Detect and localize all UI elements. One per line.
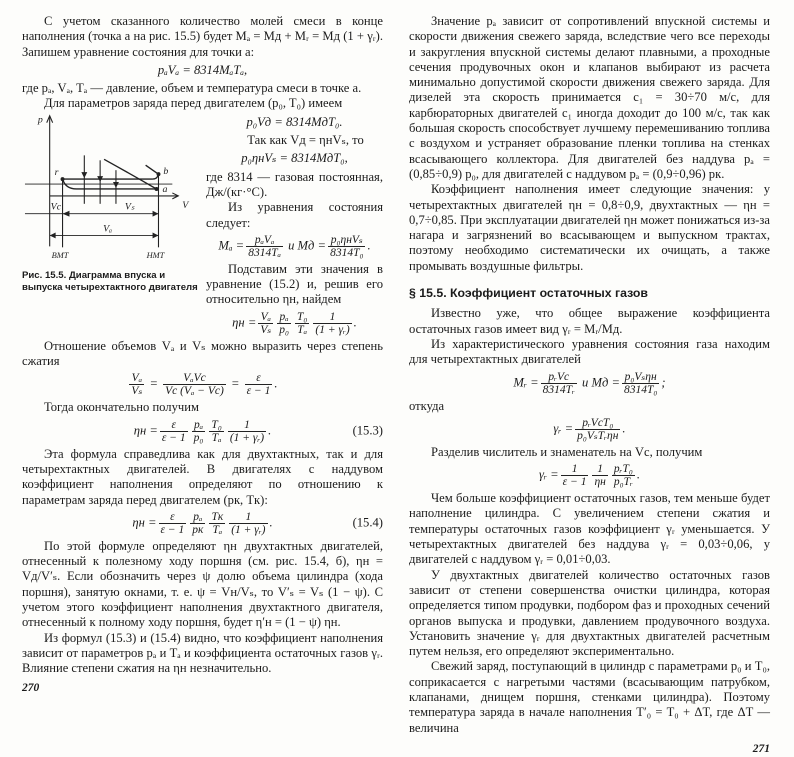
left-page-270 bbox=[22, 14, 383, 696]
formula-term: ηн = bbox=[132, 515, 157, 530]
formula-charge-state bbox=[206, 115, 383, 130]
equation-number: (15.3) bbox=[352, 423, 383, 438]
formula-gamma-r bbox=[409, 417, 770, 442]
numerator: pᵣVc bbox=[541, 371, 577, 384]
numerator: T₀ bbox=[211, 418, 222, 431]
label-va: Vₐ bbox=[103, 223, 113, 235]
fraction bbox=[245, 372, 273, 397]
label-vc: Vc bbox=[50, 201, 62, 213]
denominator: Vc (Vₐ − Vc) bbox=[165, 385, 224, 398]
denominator: Tₐ bbox=[297, 323, 308, 336]
numerator: pᵣT₀ bbox=[613, 463, 633, 476]
formula-term: и Mд = bbox=[284, 238, 327, 253]
fraction bbox=[258, 311, 273, 336]
numerator: pₐ bbox=[190, 511, 205, 524]
label-bdc: НМТ bbox=[146, 250, 165, 260]
paragraph: Известно уже, что общее выражение коэффициента остаточных газов имеет вид γᵣ = Mᵣ/Mд. bbox=[409, 306, 770, 336]
formula-term: . bbox=[269, 515, 273, 530]
paragraph: Для параметров заряда перед двигателем (p₀, T₀) имеем bbox=[44, 96, 343, 111]
paragraph: Чем больше коэффициент остаточных газов, тем меньше будет наполнение цилиндра. С увеличением степени сжатия и температуры остаточных газов коэффициент γᵣ уменьшается. У четырехтактных двигателей без наддува γᵣ = 0,03÷0,06, у двигателей с наддувом γᵣ = 0,01÷0,03. bbox=[409, 491, 770, 567]
denominator: 8314Tᵣ bbox=[542, 383, 575, 396]
formula-term: = bbox=[227, 376, 243, 391]
fraction bbox=[561, 463, 589, 488]
label-vs: Vₛ bbox=[124, 201, 135, 213]
denominator: 8314T₀ bbox=[330, 246, 364, 259]
numerator: p₀ηнVₛ bbox=[328, 234, 365, 247]
denominator: (1 + γᵣ) bbox=[229, 431, 265, 444]
formula-term: . bbox=[367, 238, 371, 253]
expansion-curve bbox=[104, 159, 156, 189]
formula-eta-v bbox=[206, 311, 383, 336]
figure-side-text bbox=[206, 112, 383, 339]
paragraph: Коэффициент наполнения имеет следующие значения: у четырехтактных двигателей ηн = 0,8÷0,9, двухтактных — ηн = 0,7÷0,85. При эксплуатации двигателей ηн может понижаться из-за нагара и загрязнений во всасывающем и выпускном трактах, поэтому необходимо систематически их очищать, а также промывать воздушные фильтры. bbox=[409, 182, 770, 273]
formula-volume-ratio bbox=[22, 372, 383, 397]
numerator: 1 bbox=[229, 511, 267, 524]
formula-moles bbox=[206, 234, 383, 259]
formula-term: . bbox=[636, 467, 641, 482]
figure-15-5 bbox=[22, 112, 202, 293]
formula-term: ηн = bbox=[232, 315, 257, 330]
paragraph: Отношение объемов Vₐ и Vₛ можно выразить через степень сжатия bbox=[22, 338, 383, 369]
numerator: VₐVc bbox=[163, 372, 226, 385]
fraction bbox=[192, 419, 206, 444]
numerator: pₐVₐ bbox=[246, 234, 283, 247]
numerator: Vₐ bbox=[258, 311, 273, 324]
fraction bbox=[228, 419, 266, 444]
numerator: ε bbox=[160, 419, 188, 432]
denominator: Vₛ bbox=[260, 323, 272, 336]
page-number: 270 bbox=[22, 681, 40, 694]
fraction bbox=[160, 419, 188, 444]
numerator: 1 bbox=[592, 463, 607, 476]
paragraph: Из характеристического уравнения состояния газа находим для четырехтактных двигателей bbox=[409, 336, 770, 367]
denominator: (1 + γᵣ) bbox=[315, 323, 350, 336]
denominator: p₀ bbox=[279, 323, 289, 336]
fraction bbox=[209, 419, 223, 444]
paragraph: Эта формула справедлива как для двухтактных, так и для четырехтактных двигателей. В двигателях с наддувом коэффициент наполнения определяют по отношению к параметрам заряда перед двигателем (pк, Tк): bbox=[22, 446, 383, 507]
paragraph: где pₐ, Vₐ, Tₐ — давление, объем и температура смеси в точке a. bbox=[22, 81, 362, 96]
denominator: 8314Tₐ bbox=[248, 246, 281, 259]
denominator: Tₐ bbox=[211, 431, 222, 444]
paragraph: С учетом сказанного количество молей смеси в конце наполнения (точка a на рис. 15.5) будет Mₐ = Mд + Mᵣ = Mд (1 + γᵣ). Запишем уравнение состояния для точки a: bbox=[22, 14, 383, 59]
paragraph: Из формул (15.3) и (15.4) видно, что коэффициент наполнения зависит от параметров pₐ и Tₐ и коэффициента остаточных газов γᵣ. Влияние степени сжатия на ηн незначительно. bbox=[22, 630, 383, 676]
formula-term: . bbox=[274, 376, 278, 391]
paragraph: Тогда окончательно получим bbox=[44, 400, 199, 415]
denominator: 8314T₀ bbox=[623, 383, 658, 396]
formula-term: ηн = bbox=[133, 423, 158, 438]
denominator: p₀VₛTᵣηн bbox=[577, 429, 619, 442]
label-p: p bbox=[37, 114, 43, 126]
denominator: Tₐ bbox=[212, 523, 223, 536]
denominator: (1 + γᵣ) bbox=[231, 523, 266, 536]
fraction bbox=[159, 511, 187, 536]
label-b: b bbox=[163, 165, 169, 177]
numerator: p₀Vₛηн bbox=[622, 371, 659, 384]
formula-residual-moles bbox=[409, 371, 770, 396]
paragraph: Так как Vд = ηнVₛ, то bbox=[247, 133, 364, 148]
denominator: ε − 1 bbox=[160, 523, 185, 536]
formula-gamma-r-final bbox=[409, 463, 770, 488]
formula-term: ; bbox=[661, 374, 666, 389]
fraction bbox=[277, 311, 291, 336]
fraction bbox=[190, 511, 205, 536]
paragraph: откуда bbox=[409, 398, 445, 413]
fraction bbox=[592, 463, 607, 488]
paragraph: Из уравнения состояния следует: bbox=[206, 200, 383, 230]
numerator: pᵣVcT₀ bbox=[575, 417, 620, 430]
fraction bbox=[229, 511, 267, 536]
fraction bbox=[541, 371, 577, 396]
denominator: p₀ bbox=[193, 431, 204, 444]
fraction bbox=[313, 311, 351, 336]
paragraph: где 8314 — газовая постоянная, Дж/(кг·°C). bbox=[206, 169, 383, 199]
numerator: Tк bbox=[211, 510, 224, 523]
numerator: ε bbox=[245, 372, 273, 385]
fraction bbox=[622, 371, 659, 396]
denominator: ε − 1 bbox=[161, 431, 186, 444]
paragraph: Свежий заряд, поступающий в цилиндр с параметрами p₀ и T₀, соприкасается с нагретыми частями (всасывающим патрубком, клапанами, днищем поршня, стенками цилиндра). Поэтому температура заряда в начале наполнения T′₀ = T₀ + ΔT, где ΔT — величина bbox=[409, 659, 770, 735]
figure-block bbox=[22, 112, 383, 339]
formula-15-3 bbox=[22, 419, 383, 444]
formula-term: p₀ηнVₛ = 8314MдT₀, bbox=[241, 151, 348, 166]
numerator: 1 bbox=[561, 463, 589, 476]
label-a: a bbox=[162, 183, 168, 195]
formula-term: γᵣ = bbox=[538, 467, 559, 482]
label-v: V bbox=[182, 199, 189, 211]
fraction bbox=[295, 311, 309, 336]
formula-term: Mᵣ = bbox=[513, 374, 539, 389]
fraction bbox=[209, 511, 225, 536]
formula-term: pₐVₐ = 8314MₐTₐ, bbox=[157, 62, 248, 77]
numerator: 1 bbox=[313, 311, 351, 324]
paragraph: Значение pₐ зависит от сопротивлений впускной системы и скорости движения свежего заряда, вследствие чего все переходы и закругления впускной системы делают плавными, а проходные сечения продувочных окон и клапанов выбирают из расчета минимально допустимой скорости движения свежего заряда. Для дизелей эта скорость принимается c₁ = 30÷70 м/с, для карбюраторных двигателей c₁ иногда доходит до 100 м/с, так как большая скорость способствует лучшему перемешиванию топлива с воздухом и устраняет образование пленки топлива на стенках всасывающего коллектора. Для двигателей без наддува pₐ = (0,85÷0,9) p₀, для двигателей с наддувом pₐ = (0,9÷0,96) pк. bbox=[409, 14, 770, 181]
denominator: ε − 1 bbox=[562, 476, 587, 489]
label-r: r bbox=[54, 166, 59, 178]
denominator: ηн bbox=[594, 476, 606, 489]
numerator: ε bbox=[159, 511, 187, 524]
numerator: pₐ bbox=[277, 311, 291, 324]
denominator: p₀Tᵣ bbox=[613, 476, 633, 489]
intake-exhaust-diagram bbox=[22, 112, 202, 262]
paragraph: Разделив числитель и знаменатель на Vc, получим bbox=[431, 444, 703, 459]
formula-term: p₀Vд = 8314MдT₀. bbox=[246, 114, 343, 129]
formula-15-4 bbox=[22, 511, 383, 536]
formula-term: γᵣ = bbox=[553, 421, 574, 436]
paragraph: У двухтактных двигателей количество остаточных газов зависит от степени совершенства очистки цилиндра, которая определяется типом продувки, подбором фаз и проходных сечений органов выпуска и продувки, давлением продувочного воздуха. Установить значение γᵣ для двухтактных двигателей расчетным путем нельзя, его определяют экспериментально. bbox=[409, 567, 770, 659]
figure-caption: Рис. 15.5. Диаграмма впуска и выпуска четырехтактного двигателя bbox=[22, 270, 198, 293]
right-page-271 bbox=[409, 14, 770, 757]
fraction bbox=[246, 234, 283, 259]
denominator: ε − 1 bbox=[246, 385, 271, 398]
paragraph: Подставим эти значения в уравнение (15.2) и, решив его относительно ηн, найдем bbox=[206, 261, 383, 307]
fraction bbox=[575, 417, 620, 442]
fraction bbox=[328, 234, 365, 259]
label-tdc: ВМТ bbox=[51, 250, 69, 260]
formula-term: . bbox=[353, 315, 357, 330]
equation-number: (15.4) bbox=[352, 515, 383, 530]
section-heading: § 15.5. Коэффициент остаточных газов bbox=[409, 286, 648, 301]
formula-term: и Mд = bbox=[578, 374, 620, 389]
formula-term: . bbox=[268, 423, 272, 438]
numerator: pₐ bbox=[192, 419, 206, 432]
formula-state-point-a bbox=[22, 63, 383, 78]
fraction bbox=[612, 463, 635, 488]
paragraph: По этой формуле определяют ηн двухтактных двигателей, отнесенный к полезному ходу поршня (см. рис. 15.4, б), ηн = Vд/V′ₛ. Если обозначить через ψ долю объема цилиндра (хода поршня), занятую окнами, т. е. ψ = Vн/Vₛ, то V′ₛ = Vₛ (1 − ψ). С учетом этого коэффициент наполнения двухтактного двигателя, отнесенный к полному ходу поршня, будет η′н = (1 − ψ) ηн. bbox=[22, 538, 383, 630]
numerator: 1 bbox=[228, 419, 266, 432]
page-number: 271 bbox=[752, 742, 770, 755]
formula-term: Mₐ = bbox=[218, 238, 245, 253]
denominator: Vₛ bbox=[131, 385, 143, 398]
formula-term: = bbox=[146, 376, 162, 391]
formula-charge-state-eta bbox=[206, 151, 383, 166]
fraction bbox=[129, 372, 144, 397]
denominator: pк bbox=[192, 523, 204, 536]
numerator: T₀ bbox=[296, 310, 308, 323]
formula-term: . bbox=[622, 421, 626, 436]
numerator: Vₐ bbox=[129, 372, 144, 385]
fraction bbox=[163, 372, 226, 397]
